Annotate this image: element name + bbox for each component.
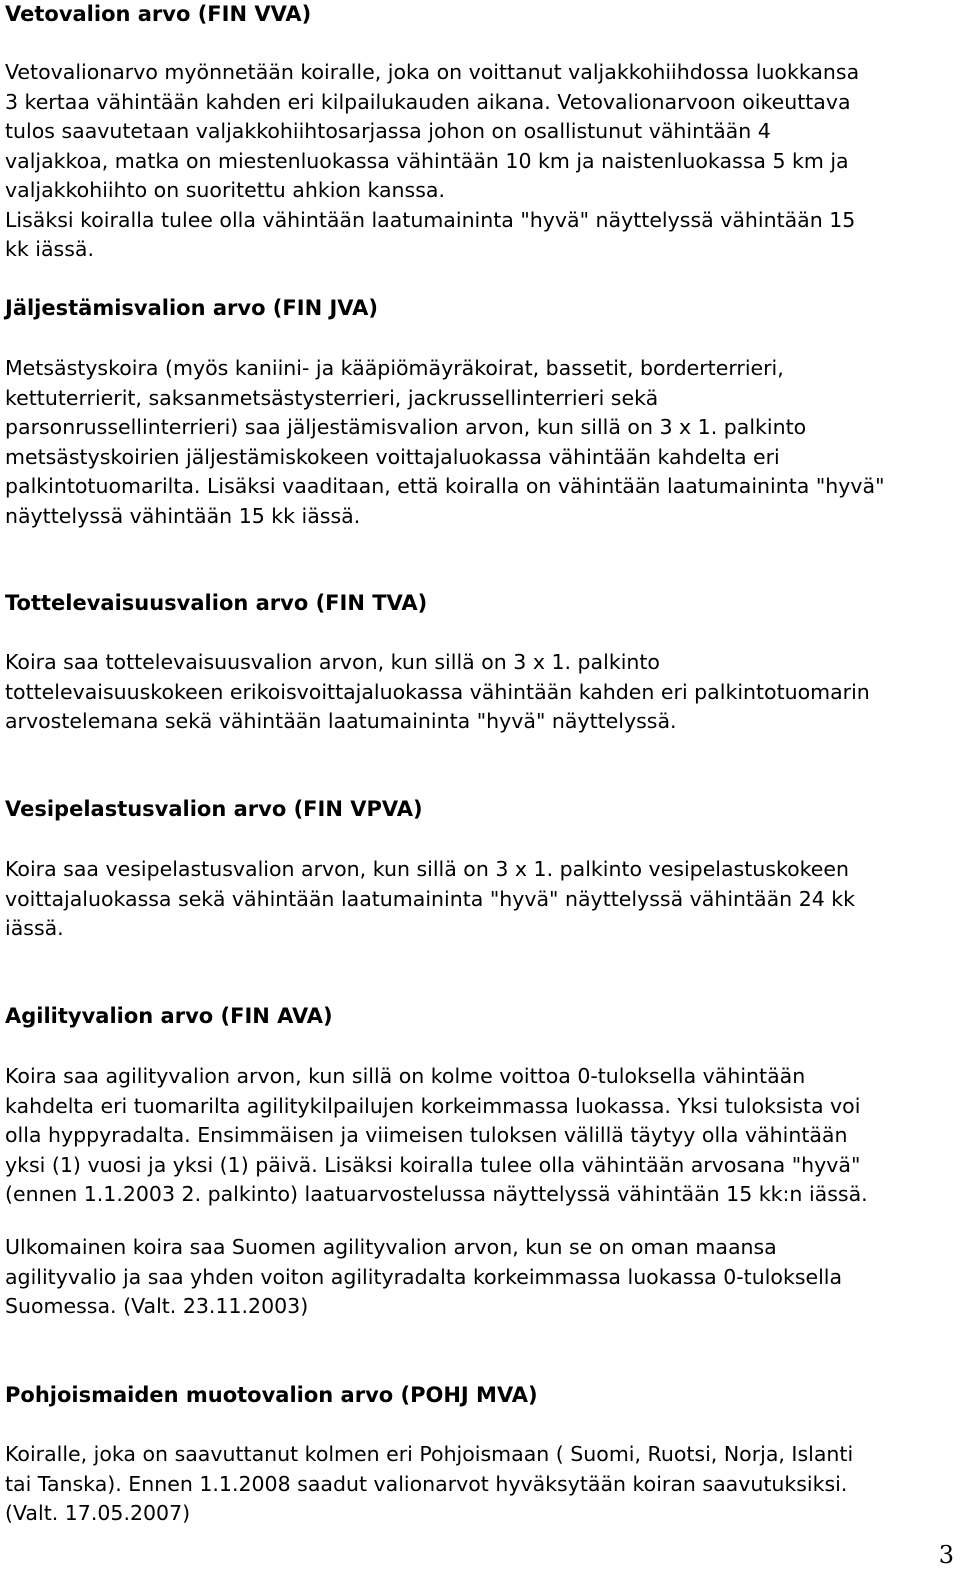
section-paragraph: Koira saa tottelevaisuusvalion arvon, kun sillä on 3 x 1. palkinto tottelevaisuuskokeen erikoisvoittajaluokassa vähintään kahden eri palkintotuomarin arvostelemana sekä vähintään laatumainintа "hyvä" näyttelyssä. [5,650,870,733]
section-paragraph: Vetovalionarvo myönnetään koiralle, joka on voittanut valjakkohiihdossa luokkansa 3 kertaa vähintään kahden eri kilpailukauden aikana. Vetovalionarvoon oikeuttava tulos saavutetaan valjakkohiihtosarjassa johon on osallistunut vähintään 4 valjakkoa, matka on miestenluokassa vähintään 10 km ja naistenluokassa 5 km ja valjakkohiihto on suoritettu ahkion kanssa. Lisäksi koiralla tulee olla vähintään laatumainintа "hyvä" näyttelyssä vähintään 15 kk iässä. [5,60,860,261]
section-heading-vva: Vetovalion arvo (FIN VVA) [5,2,312,26]
page-number: 3 [938,1541,954,1569]
section-heading-pohj-mva: Pohjoismaiden muotovalion arvo (POHJ MVA) [5,1383,538,1407]
section-heading-jva: Jäljestämisvalion arvo (FIN JVA) [5,296,378,320]
section-paragraph: Koira saa agilityvalion arvon, kun sillä on kolme voittoa 0-tuloksella vähintään kahdelta eri tuomarilta agilitykilpailujen korkeimmassa luokassa. Yksi tuloksista voi olla hyppyradalta. Ensimmäisen ja viimeisen tuloksen välillä täytyy olla vähintään yksi (1) vuosi ja yksi (1) päivä. Lisäksi koiralla tulee olla vähintään arvosana "hyvä" (ennen 1.1.2003 2. palkinto) laatuarvostelussa näyttelyssä vähintään 15 kk:n iässä. [5,1064,868,1206]
section-paragraph: Metsästyskoira (myös kaniini- ja kääpiömäyräkoirat, bassetit, borderterrieri, kettuterrierit, saksanmetsästysterrieri, jackrussellinterrieri sekä parsonrussellinterrieri) saa jäljestämisvalion arvon, kun sillä on 3 x 1. palkinto metsästyskoirien jäljestämiskokeen voittajaluokassa vähintään kahdelta eri palkintotuomarilta. Lisäksi vaaditaan, että koiralla on vähintään laatumainintа "hyvä" näyttelyssä vähintään 15 kk iässä. [5,356,885,528]
section-paragraph: Koiralle, joka on saavuttanut kolmen eri Pohjoismaan ( Suomi, Ruotsi, Norja, Islanti tai Tanska). Ennen 1.1.2008 saadut valionarvot hyväksytään koiran saavutuksiksi. (Valt. 17.05.2007) [5,1442,854,1525]
section-paragraph: Ulkomainen koira saa Suomen agilityvalion arvon, kun se on oman maansa agilityvalio ja saa yhden voiton agilityradalta korkeimmassa luokassa 0-tuloksella Suomessa. (Valt. 23.11.2003) [5,1235,843,1318]
section-heading-vpva: Vesipelastusvalion arvo (FIN VPVA) [5,797,423,821]
section-heading-ava: Agilityvalion arvo (FIN AVA) [5,1004,333,1028]
section-paragraph: Koira saa vesipelastusvalion arvon, kun sillä on 3 x 1. palkinto vesipelastuskokeen voittajaluokassa sekä vähintään laatumainintа "hyvä" näyttelyssä vähintään 24 kk iässä. [5,857,856,940]
section-heading-tva: Tottelevaisuusvalion arvo (FIN TVA) [5,591,428,615]
